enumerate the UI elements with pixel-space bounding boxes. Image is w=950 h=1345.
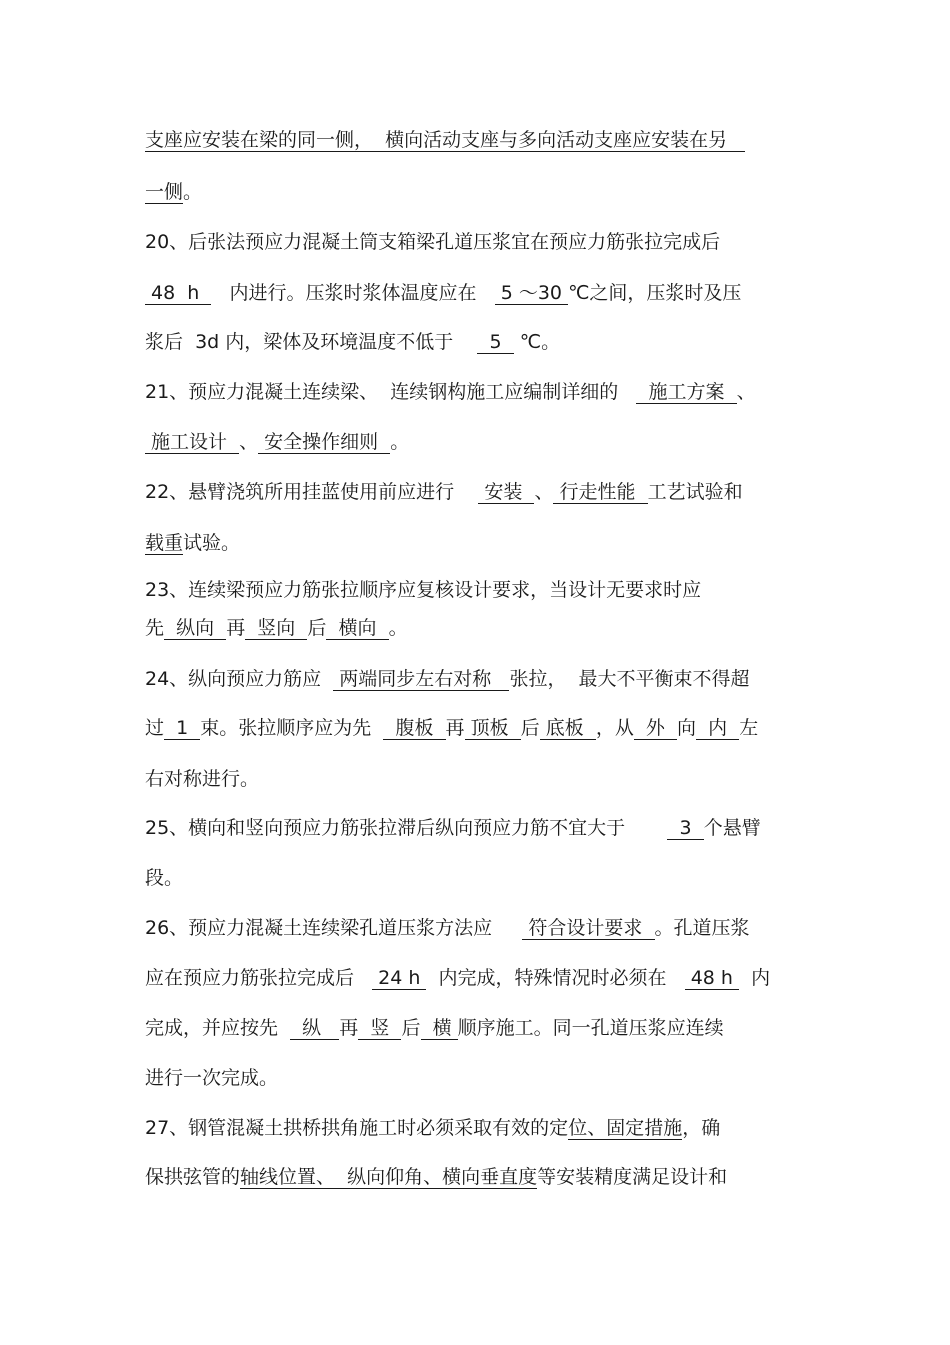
question-text: 、 xyxy=(239,431,259,453)
fill-in-answer: 符合设计要求 xyxy=(522,917,655,939)
fill-in-answer: 行走性能 xyxy=(553,481,648,503)
question-text: 先 xyxy=(145,617,165,639)
question-text: 22、悬臂浇筑所用挂蓝使用前应进行 xyxy=(145,481,479,503)
question-text: 工艺试验和 xyxy=(647,481,743,503)
fill-in-answer: 横 xyxy=(420,1017,458,1039)
text-line xyxy=(145,816,761,840)
question-text: ，从 xyxy=(595,717,634,739)
question-text: 。 xyxy=(390,431,410,453)
fill-in-answer: 施工方案 xyxy=(636,381,737,403)
text-line xyxy=(145,1016,724,1040)
question-text: 内 xyxy=(739,967,771,989)
question-text: 内进行。压浆时浆体温度应在 xyxy=(211,282,495,304)
question-text: 。 xyxy=(388,617,408,639)
question-text: 。 xyxy=(183,181,203,203)
fill-in-answer: 3 xyxy=(667,817,704,839)
fill-in-answer: 纵 xyxy=(290,1017,340,1039)
question-text: 后 xyxy=(401,1017,421,1039)
question-text: 试验。 xyxy=(183,532,241,554)
text-line xyxy=(145,480,743,504)
fill-in-answer: 施工设计 xyxy=(145,431,240,453)
question-text: 后 xyxy=(520,717,540,739)
text-line xyxy=(145,380,756,404)
fill-in-answer: 竖向 xyxy=(245,617,308,639)
question-text: 右对称进行。 xyxy=(145,768,260,790)
question-text: ℃之间，压浆时及压 xyxy=(568,282,742,304)
fill-in-answer: 载重 xyxy=(145,532,184,554)
question-text: 27、钢管混凝土拱桥拱角施工时必须采取有效的定 xyxy=(145,1117,569,1139)
fill-in-answer: 腹板 xyxy=(383,717,446,739)
question-text: 。孔道压浆 xyxy=(654,917,750,939)
text-line xyxy=(145,1165,727,1189)
question-text: 24、纵向预应力筋应 xyxy=(145,668,334,690)
fill-in-answer: 5 xyxy=(477,331,514,353)
question-text: 25、横向和竖向预应力筋张拉滞后纵向预应力筋不宜大于 xyxy=(145,817,668,839)
question-text: 21、预应力混凝土连续梁、 连续钢构施工应编制详细的 xyxy=(145,381,637,403)
text-line xyxy=(145,616,408,640)
question-text: 保拱弦管的 xyxy=(145,1166,241,1188)
fill-in-answer: 底板 xyxy=(539,717,596,739)
text-line xyxy=(145,1116,720,1140)
text-line xyxy=(145,767,259,791)
text-line xyxy=(145,716,758,740)
fill-in-answer: 外 xyxy=(633,717,677,739)
question-text: 、 xyxy=(736,381,756,403)
text-line xyxy=(145,430,409,454)
fill-in-answer: 顶板 xyxy=(464,717,521,739)
text-line xyxy=(145,128,745,152)
text-line xyxy=(145,916,750,940)
fill-in-answer: 一侧 xyxy=(145,181,184,203)
question-text: 再 xyxy=(339,1017,359,1039)
fill-in-answer: 位、固定措施 xyxy=(568,1117,683,1139)
question-text: 完成，并应按先 xyxy=(145,1017,291,1039)
question-text: 左 xyxy=(739,717,759,739)
question-text: 26、预应力混凝土连续梁孔道压浆方法应 xyxy=(145,917,523,939)
question-text: 浆后 3d 内，梁体及环境温度不低于 xyxy=(145,331,478,353)
text-line xyxy=(145,180,202,204)
question-text: 个悬臂 xyxy=(703,817,761,839)
text-line xyxy=(145,866,183,890)
fill-in-answer: 两端同步左右对称 xyxy=(333,668,510,690)
text-line xyxy=(145,667,750,691)
text-line xyxy=(145,966,770,990)
fill-in-answer: 安全操作细则 xyxy=(258,431,391,453)
question-text: 、 xyxy=(534,481,554,503)
question-text: 应在预应力筋张拉完成后 xyxy=(145,967,373,989)
question-text: 段。 xyxy=(145,867,184,889)
question-text: 23、连续梁预应力筋张拉顺序应复核设计要求，当设计无要求时应 xyxy=(145,579,702,601)
question-text: 顺序施工。同一孔道压浆应连续 xyxy=(457,1017,724,1039)
fill-in-answer: 横向 xyxy=(326,617,389,639)
question-text: 内完成，特殊情况时必须在 xyxy=(426,967,685,989)
question-text: 后 xyxy=(307,617,327,639)
fill-in-answer: 纵向 xyxy=(164,617,227,639)
fill-in-answer: 24 h xyxy=(372,967,427,989)
text-line xyxy=(145,578,701,602)
question-text: 20、后张法预应力混凝土筒支箱梁孔道压浆宜在预应力筋张拉完成后 xyxy=(145,231,721,253)
fill-in-answer: 支座应安装在梁的同一侧， 横向活动支座与多向活动支座应安装在另 xyxy=(145,129,746,151)
question-text: 束。张拉顺序应为先 xyxy=(200,717,384,739)
text-line xyxy=(145,330,560,354)
question-text: 进行一次完成。 xyxy=(145,1067,279,1089)
question-text: ，确 xyxy=(682,1117,721,1139)
question-text: 张拉， 最大不平衡束不得超 xyxy=(509,668,750,690)
question-text: 等安装精度满足设计和 xyxy=(537,1166,728,1188)
text-line xyxy=(145,1066,278,1090)
question-text: 再 xyxy=(445,717,465,739)
question-text: 过 xyxy=(145,717,165,739)
fill-in-answer: 5 ～30 xyxy=(494,282,569,304)
question-text: ℃。 xyxy=(513,331,561,353)
fill-in-answer: 安装 xyxy=(478,481,535,503)
fill-in-answer: 竖 xyxy=(358,1017,402,1039)
question-text: 再 xyxy=(226,617,246,639)
fill-in-answer: 内 xyxy=(696,717,740,739)
fill-in-answer: 48 h xyxy=(684,967,740,989)
text-line xyxy=(145,230,720,254)
question-text: 向 xyxy=(677,717,697,739)
text-line xyxy=(145,281,741,305)
fill-in-answer: 1 xyxy=(164,717,201,739)
text-line xyxy=(145,531,240,555)
fill-in-answer: 轴线位置、 纵向仰角、横向垂直度 xyxy=(240,1166,538,1188)
fill-in-answer: 48 h xyxy=(145,282,212,304)
